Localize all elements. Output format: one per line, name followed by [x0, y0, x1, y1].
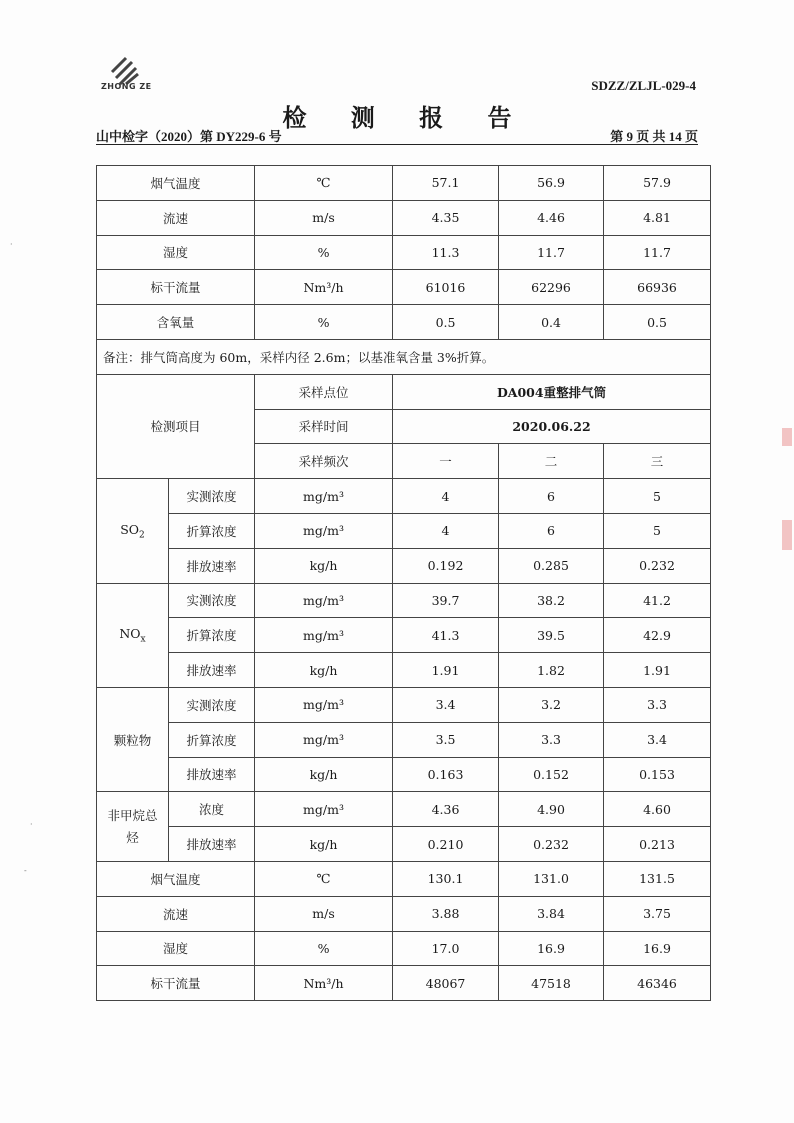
value-cell: 0.232 [604, 548, 711, 583]
row-label: 流速 [97, 200, 255, 235]
value-cell: 56.9 [499, 166, 604, 201]
table-row [97, 548, 711, 583]
scan-mark: - [24, 866, 27, 875]
value-cell: 1.91 [604, 653, 711, 688]
row-label: 湿度 [97, 931, 255, 966]
pollutant-label: 非甲烷总烃 [107, 807, 158, 845]
value-cell: 3.3 [499, 722, 604, 757]
results-table-wrapper [96, 165, 710, 1001]
table-row [97, 653, 711, 688]
unit-cell: kg/h [255, 653, 393, 688]
value-cell: 4.60 [604, 792, 711, 827]
value-cell: 3.5 [393, 722, 499, 757]
freq-label: 采样频次 [255, 444, 393, 479]
metric-label: 实测浓度 [169, 479, 255, 514]
unit-cell: % [255, 235, 393, 270]
value-cell: 61016 [393, 270, 499, 305]
item-label: 检测项目 [97, 374, 255, 478]
logo-text: ZHONG ZE [101, 82, 152, 91]
pollutant-label: NO [119, 626, 141, 641]
value-cell: 48067 [393, 966, 499, 1001]
page-title: 检 测 报 告 [282, 103, 530, 132]
header-row [97, 374, 711, 409]
value-cell: 0.285 [499, 548, 604, 583]
value-cell: 131.5 [604, 861, 711, 896]
value-cell: 57.9 [604, 166, 711, 201]
stamp-edge [782, 520, 792, 550]
value-cell: 3.2 [499, 687, 604, 722]
value-cell: 17.0 [393, 931, 499, 966]
pollutant-subscript: x [140, 634, 146, 645]
pollutant-label: SO [120, 521, 140, 537]
unit-cell: mg/m³ [255, 583, 393, 618]
metric-label: 排放速率 [169, 757, 255, 792]
table-row [97, 722, 711, 757]
scan-mark: · [30, 820, 33, 829]
value-cell: 4.81 [604, 200, 711, 235]
value-cell: 130.1 [393, 861, 499, 896]
value-cell: 1.82 [499, 653, 604, 688]
table-row [97, 513, 711, 548]
table-row [97, 305, 711, 340]
value-cell: 6 [499, 513, 604, 548]
table-row [97, 931, 711, 966]
value-cell: 47518 [499, 966, 604, 1001]
value-cell: 0.213 [604, 827, 711, 862]
row-label: 标干流量 [97, 966, 255, 1001]
row-label: 湿度 [97, 235, 255, 270]
value-cell: 0.210 [393, 827, 499, 862]
value-cell: 39.7 [393, 583, 499, 618]
value-cell: 3.84 [499, 896, 604, 931]
value-cell: 3.75 [604, 896, 711, 931]
pollutant-name [97, 687, 169, 791]
table-row [97, 687, 711, 722]
value-cell: 11.7 [604, 235, 711, 270]
metric-label: 实测浓度 [169, 583, 255, 618]
pollutant-subscript: 2 [139, 530, 145, 541]
unit-cell: kg/h [255, 827, 393, 862]
time-value: 2020.06.22 [393, 409, 711, 444]
unit-cell: % [255, 305, 393, 340]
value-cell: 11.3 [393, 235, 499, 270]
metric-label: 排放速率 [169, 548, 255, 583]
pollutant-name [97, 479, 169, 583]
unit-cell: m/s [255, 200, 393, 235]
value-cell: 6 [499, 479, 604, 514]
value-cell: 4.36 [393, 792, 499, 827]
value-cell: 41.2 [604, 583, 711, 618]
value-cell: 11.7 [499, 235, 604, 270]
page-info: 第 9 页 共 14 页 [610, 129, 698, 144]
pollutant-name [97, 792, 169, 862]
value-cell: 0.163 [393, 757, 499, 792]
metric-label: 排放速率 [169, 827, 255, 862]
value-cell: 4.35 [393, 200, 499, 235]
value-cell: 41.3 [393, 618, 499, 653]
freq-cell: 一 [393, 444, 499, 479]
stamp-edge [782, 428, 792, 446]
scan-mark: · [10, 240, 13, 249]
value-cell: 39.5 [499, 618, 604, 653]
metric-label: 折算浓度 [169, 618, 255, 653]
document-code: SDZZ/ZLJL-029-4 [591, 78, 696, 93]
value-cell: 0.153 [604, 757, 711, 792]
unit-cell: mg/m³ [255, 722, 393, 757]
report-number: 山中检字（2020）第 DY229-6 号 [96, 129, 282, 144]
value-cell: 57.1 [393, 166, 499, 201]
value-cell: 3.4 [604, 722, 711, 757]
freq-cell: 二 [499, 444, 604, 479]
unit-cell: ℃ [255, 861, 393, 896]
unit-cell: mg/m³ [255, 792, 393, 827]
value-cell: 0.232 [499, 827, 604, 862]
metric-label: 实测浓度 [169, 687, 255, 722]
unit-cell: mg/m³ [255, 479, 393, 514]
row-label: 标干流量 [97, 270, 255, 305]
table-row [97, 896, 711, 931]
note-row [97, 339, 711, 374]
value-cell: 5 [604, 513, 711, 548]
value-cell: 1.91 [393, 653, 499, 688]
table-row [97, 583, 711, 618]
row-label: 流速 [97, 896, 255, 931]
point-value: DA004重整排气筒 [393, 374, 711, 409]
value-cell: 66936 [604, 270, 711, 305]
value-cell: 0.152 [499, 757, 604, 792]
unit-cell: Nm³/h [255, 270, 393, 305]
value-cell: 3.88 [393, 896, 499, 931]
unit-cell: Nm³/h [255, 966, 393, 1001]
note-text: 备注：排气筒高度为 60m，采样内径 2.6m；以基准氧含量 3%折算。 [97, 339, 711, 374]
table-row [97, 861, 711, 896]
table-row [97, 166, 711, 201]
unit-cell: mg/m³ [255, 687, 393, 722]
table-row [97, 966, 711, 1001]
unit-cell: kg/h [255, 548, 393, 583]
time-label: 采样时间 [255, 409, 393, 444]
point-label: 采样点位 [255, 374, 393, 409]
value-cell: 16.9 [604, 931, 711, 966]
value-cell: 38.2 [499, 583, 604, 618]
value-cell: 16.9 [499, 931, 604, 966]
value-cell: 0.5 [393, 305, 499, 340]
unit-cell: m/s [255, 896, 393, 931]
value-cell: 4.46 [499, 200, 604, 235]
row-label: 烟气温度 [97, 166, 255, 201]
row-label: 含氧量 [97, 305, 255, 340]
table-row [97, 618, 711, 653]
table-row [97, 270, 711, 305]
value-cell: 4 [393, 513, 499, 548]
value-cell: 3.4 [393, 687, 499, 722]
value-cell: 0.192 [393, 548, 499, 583]
value-cell: 131.0 [499, 861, 604, 896]
unit-cell: mg/m³ [255, 618, 393, 653]
value-cell: 62296 [499, 270, 604, 305]
freq-cell: 三 [604, 444, 711, 479]
table-row [97, 757, 711, 792]
results-table [96, 165, 711, 1001]
metric-label: 浓度 [169, 792, 255, 827]
table-row [97, 479, 711, 514]
value-cell: 46346 [604, 966, 711, 1001]
table-row [97, 827, 711, 862]
unit-cell: kg/h [255, 757, 393, 792]
value-cell: 5 [604, 479, 711, 514]
unit-cell: mg/m³ [255, 513, 393, 548]
row-label: 烟气温度 [97, 861, 255, 896]
metric-label: 排放速率 [169, 653, 255, 688]
report-info-line [96, 124, 698, 145]
table-row [97, 792, 711, 827]
table-row [97, 200, 711, 235]
pollutant-label: 颗粒物 [113, 732, 152, 748]
unit-cell: ℃ [255, 166, 393, 201]
pollutant-name [97, 583, 169, 687]
value-cell: 4 [393, 479, 499, 514]
value-cell: 3.3 [604, 687, 711, 722]
value-cell: 0.5 [604, 305, 711, 340]
value-cell: 0.4 [499, 305, 604, 340]
metric-label: 折算浓度 [169, 722, 255, 757]
metric-label: 折算浓度 [169, 513, 255, 548]
unit-cell: % [255, 931, 393, 966]
value-cell: 42.9 [604, 618, 711, 653]
value-cell: 4.90 [499, 792, 604, 827]
table-row [97, 235, 711, 270]
